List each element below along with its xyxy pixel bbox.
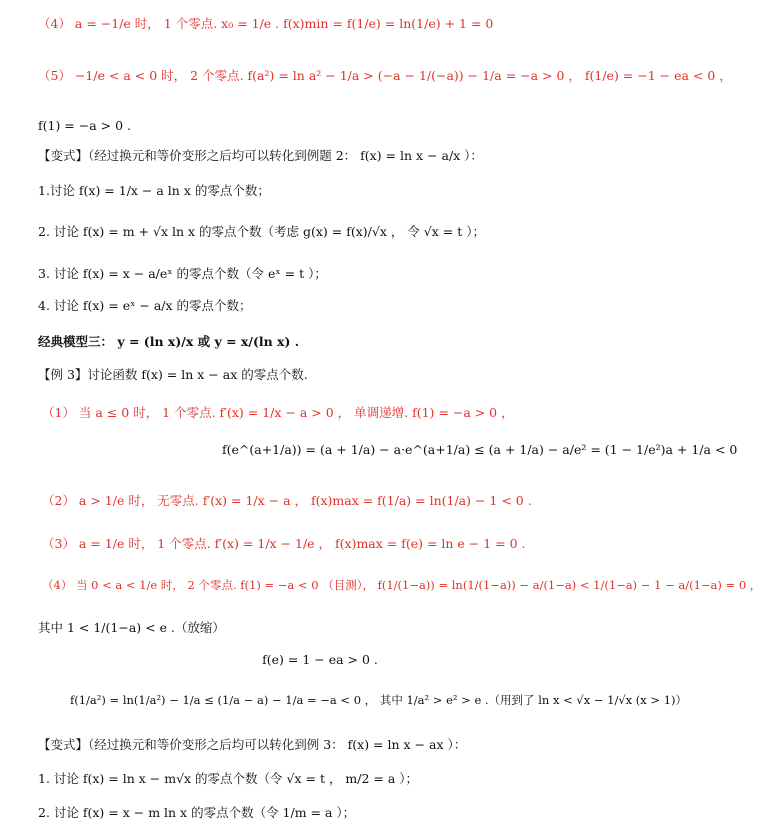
example-3-case-4 <box>42 578 761 592</box>
text-line: （1） 当 a ≤ 0 时， 1 个零点. f′(x) = 1/x − a > 0 ， 单调递增. f(1) = −a > 0 ， <box>42 405 514 420</box>
text-line: （4） a = −1/e 时， 1 个零点. x₀ = 1/e . f(x)min = f(1/e) = ln(1/e) + 1 = 0 <box>38 16 494 31</box>
text-line: 其中 1 < 1/(1−a) < e .（放缩） <box>38 620 225 635</box>
variant-item-4 <box>38 300 640 313</box>
example-3-case-3 <box>42 538 640 551</box>
text-line: f(e^(a+1/a)) = (a + 1/a) − a·e^(a+1/a) ≤ (a + 1/a) − a/e² = (1 − 1/e²)a + 1/a < 0 <box>222 442 738 457</box>
example-3-case-4-note <box>38 622 640 635</box>
variant2-item-2 <box>38 807 640 820</box>
variant-heading-2 <box>38 739 640 752</box>
variant-item-1 <box>38 185 640 198</box>
case-5-continuation <box>38 120 640 133</box>
variant-item-2 <box>38 226 640 239</box>
text-line: 3. 讨论 f(x) = x − a/eˣ 的零点个数（令 eˣ = t ）； <box>38 266 327 281</box>
text-line: （4） 当 0 < a < 1/e 时， 2 个零点. f(1) = −a < 0 （目测）， f(1/(1−a)) = ln(1/(1−a)) − a/(1−a) < 1/(1−a) − 1 − a/(1−a) = 0 ， <box>42 578 761 592</box>
example-3-heading <box>38 369 640 382</box>
case-4-line <box>38 18 640 31</box>
variant-item-3 <box>38 268 640 281</box>
text-line: 1. 讨论 f(x) = ln x − m√x 的零点个数（令 √x = t ， m/2 = a ）； <box>38 771 419 786</box>
variant-heading-1 <box>38 150 640 163</box>
text-line: 1.讨论 f(x) = 1/x − a ln x 的零点个数； <box>38 183 270 198</box>
example-3-case-1 <box>42 407 640 420</box>
text-line: 2. 讨论 f(x) = m + √x ln x 的零点个数（考虑 g(x) = f(x)/√x ， 令 √x = t ）； <box>38 224 485 239</box>
example-3-case-4-formula <box>70 693 688 707</box>
text-line: 2. 讨论 f(x) = x − m ln x 的零点个数（令 1/m = a ）； <box>38 805 356 820</box>
text-line: （5） −1/e < a < 0 时， 2 个零点. f(a²) = ln a² − 1/a > (−a − 1/(−a)) − 1/a = −a > 0 ， f(1/e) = −1 − ea < 0 ， <box>38 68 732 83</box>
text-line: 【变式】（经过换元和等价变形之后均可以转化到例 3： f(x) = ln x − ax ）： <box>38 737 467 752</box>
variant2-item-1 <box>38 773 640 786</box>
case-5-line <box>38 68 732 83</box>
text-line: f(e) = 1 − ea > 0 . <box>262 652 378 667</box>
example-3-case-1-formula <box>222 442 738 457</box>
classic-model-heading <box>38 336 640 349</box>
text-line: 【例 3】讨论函数 f(x) = ln x − ax 的零点个数. <box>38 367 308 382</box>
example-3-case-2 <box>42 495 640 508</box>
text-line: （2） a > 1/e 时， 无零点. f′(x) = 1/x − a ， f(x)max = f(1/a) = ln(1/a) − 1 < 0 . <box>42 493 532 508</box>
text-line: 4. 讨论 f(x) = eˣ − a/x 的零点个数； <box>38 298 252 313</box>
text-line: f(1) = −a > 0 . <box>38 118 131 133</box>
text-line: （3） a = 1/e 时， 1 个零点. f′(x) = 1/x − 1/e ， f(x)max = f(e) = ln e − 1 = 0 . <box>42 536 526 551</box>
text-line: 【变式】（经过换元和等价变形之后均可以转化到例题 2： f(x) = ln x − a/x ）： <box>38 148 483 163</box>
example-3-case-4-fe <box>0 654 640 667</box>
text-line: f(1/a²) = ln(1/a²) − 1/a ≤ (1/a − a) − 1/a = −a < 0 ， 其中 1/a² > e² > e .（用到了 ln x < √x − 1/√x (x > 1)） <box>70 693 688 707</box>
text-line: 经典模型三： y = (ln x)/x 或 y = x/(ln x) . <box>38 334 300 349</box>
